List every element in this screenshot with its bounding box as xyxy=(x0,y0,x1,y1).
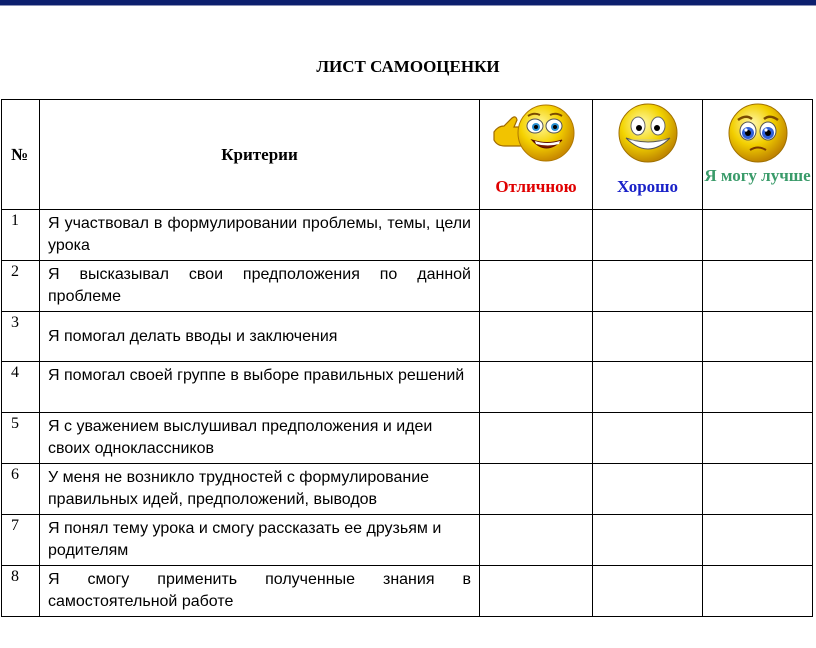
criterion-text xyxy=(40,312,480,362)
row-number: 7 xyxy=(2,515,40,566)
rating-cell-good[interactable] xyxy=(593,261,703,312)
self-assessment-table xyxy=(1,99,813,617)
rating-cell-excellent[interactable] xyxy=(480,210,593,261)
criterion-label: Я понял тему урока и смогу рассказать ее друзьям и родителям xyxy=(48,520,442,559)
rating-cell-better[interactable] xyxy=(703,413,813,464)
row-number: 3 xyxy=(2,312,40,362)
rating-cell-excellent[interactable] xyxy=(480,413,593,464)
criterion-label: Я с уважением выслушивал предположения и идеи своих одноклассников xyxy=(48,418,433,457)
rating-header-good xyxy=(593,100,703,210)
worried-smiley-icon xyxy=(718,102,798,164)
rating-cell-excellent[interactable] xyxy=(480,515,593,566)
criterion-label: Я помогал делать вводы и заключения xyxy=(48,327,338,345)
criterion-label: У меня не возникло трудностей с формулирование правильных идей, предположений, выводов xyxy=(48,469,430,508)
criterion-text xyxy=(40,261,480,312)
rating-header-better xyxy=(703,100,813,210)
criterion-text xyxy=(40,413,480,464)
table-row xyxy=(2,261,813,312)
criterion-label: Я смогу применить полученные знания в самостоятельной работе xyxy=(48,571,471,610)
rating-cell-good[interactable] xyxy=(593,210,703,261)
criterion-text xyxy=(40,464,480,515)
rating-cell-good[interactable] xyxy=(593,413,703,464)
table-row xyxy=(2,566,813,617)
rating-header-excellent xyxy=(480,100,593,210)
table-row xyxy=(2,362,813,413)
sheet-title: ЛИСТ САМООЦЕНКИ xyxy=(316,57,500,76)
row-number: 1 xyxy=(2,210,40,261)
table-row xyxy=(2,210,813,261)
rating-cell-good[interactable] xyxy=(593,362,703,413)
row-number: 5 xyxy=(2,413,40,464)
rating-cell-excellent[interactable] xyxy=(480,566,593,617)
rating-cell-better[interactable] xyxy=(703,464,813,515)
rating-cell-excellent[interactable] xyxy=(480,362,593,413)
rating-label-better: Я могу лучше xyxy=(704,166,811,185)
row-number: 2 xyxy=(2,261,40,312)
criterion-text xyxy=(40,362,480,413)
criterion-text xyxy=(40,515,480,566)
rating-cell-excellent[interactable] xyxy=(480,261,593,312)
rating-cell-good[interactable] xyxy=(593,515,703,566)
table-row xyxy=(2,312,813,362)
thumbs-up-smiley-icon xyxy=(488,102,584,164)
table-row xyxy=(2,515,813,566)
header-criteria: Критерии xyxy=(40,100,480,210)
rating-cell-good[interactable] xyxy=(593,312,703,362)
rating-cell-good[interactable] xyxy=(593,464,703,515)
table-row xyxy=(2,413,813,464)
row-number: 8 xyxy=(2,566,40,617)
rating-cell-better[interactable] xyxy=(703,261,813,312)
criterion-label: Я помогал своей группе в выборе правильных решений xyxy=(48,367,465,384)
grinning-smiley-icon xyxy=(608,102,688,164)
top-border-bar xyxy=(0,0,816,5)
rating-cell-better[interactable] xyxy=(703,362,813,413)
rating-cell-better[interactable] xyxy=(703,566,813,617)
criterion-label: Я участвовал в формулировании проблемы, темы, цели урока xyxy=(48,215,471,254)
rating-label-good: Хорошо xyxy=(616,177,679,196)
rating-cell-better[interactable] xyxy=(703,312,813,362)
table-row xyxy=(2,464,813,515)
header-number: № xyxy=(2,100,40,210)
criterion-label: Я высказывал свои предположения по данной проблеме xyxy=(48,266,471,305)
table-header-row xyxy=(2,100,813,210)
criterion-text xyxy=(40,210,480,261)
rating-cell-better[interactable] xyxy=(703,210,813,261)
rating-cell-excellent[interactable] xyxy=(480,464,593,515)
rating-label-excellent: Отличною xyxy=(495,177,577,196)
rating-cell-better[interactable] xyxy=(703,515,813,566)
criterion-text xyxy=(40,566,480,617)
rating-cell-excellent[interactable] xyxy=(480,312,593,362)
row-number: 6 xyxy=(2,464,40,515)
row-number: 4 xyxy=(2,362,40,413)
rating-cell-good[interactable] xyxy=(593,566,703,617)
